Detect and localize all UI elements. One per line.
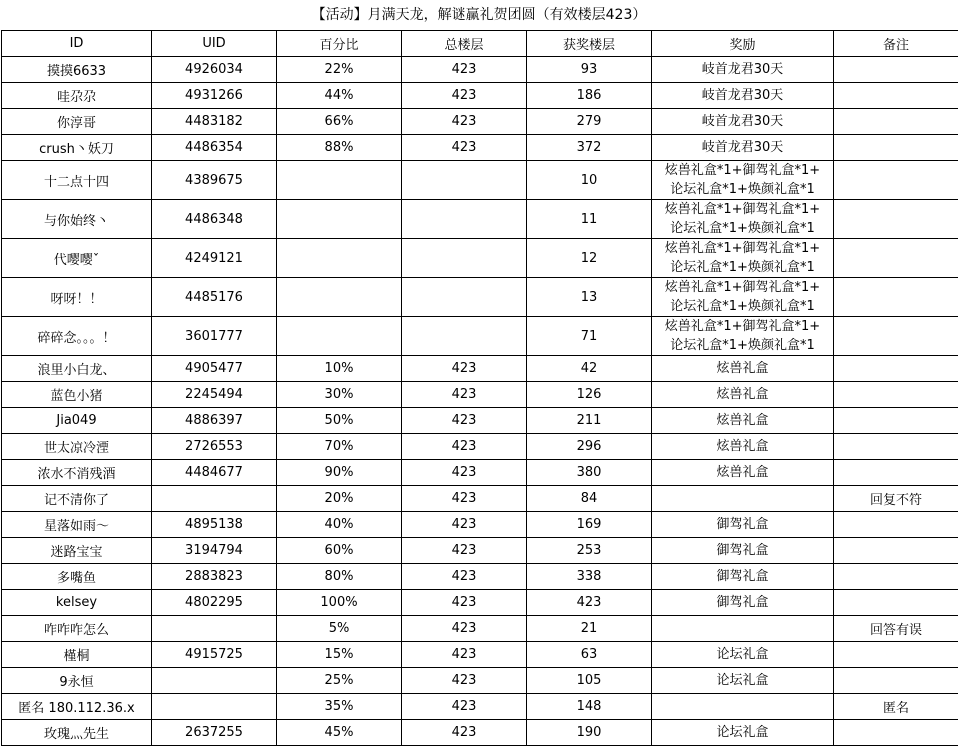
cell-percent: 10% [277,356,402,382]
cell-uid: 4895138 [152,512,277,538]
table-row [2,239,958,278]
cell-total-floor: 423 [402,616,527,642]
table-row [2,538,958,564]
cell-percent: 60% [277,538,402,564]
cell-reward [652,408,834,434]
reward-line: 论坛礼盒*1+焕颜礼盒*1 [670,182,815,197]
cell-note: 回答有误 [834,616,958,642]
cell-id: 十二点十四 [2,161,152,200]
column-header-id: ID [2,31,152,57]
cell-note [834,200,958,239]
cell-note [834,408,958,434]
cell-percent: 20% [277,486,402,512]
cell-reward [652,317,834,356]
cell-win-floor: 12 [527,239,652,278]
cell-percent: 88% [277,135,402,161]
cell-note [834,720,958,746]
reward-line: 炫兽礼盒 [716,465,769,480]
cell-note [834,642,958,668]
cell-reward [652,616,834,642]
cell-uid: 2245494 [152,382,277,408]
cell-win-floor: 84 [527,486,652,512]
cell-uid [152,694,277,720]
cell-percent: 44% [277,83,402,109]
table-row [2,616,958,642]
reward-line: 炫兽礼盒 [716,361,769,376]
reward-line: 炫兽礼盒 [716,439,769,454]
cell-reward [652,590,834,616]
cell-win-floor: 10 [527,161,652,200]
column-header-win-floor: 获奖楼层 [527,31,652,57]
reward-line: 论坛礼盒 [716,725,769,740]
cell-note [834,382,958,408]
cell-reward [652,486,834,512]
cell-percent [277,239,402,278]
table-row [2,564,958,590]
cell-total-floor: 423 [402,408,527,434]
cell-win-floor: 190 [527,720,652,746]
reward-line: 论坛礼盒 [716,647,769,662]
reward-line: 岐首龙君30天 [701,140,784,155]
table-row [2,317,958,356]
cell-win-floor: 186 [527,83,652,109]
cell-uid: 4915725 [152,642,277,668]
cell-uid: 4886397 [152,408,277,434]
table-row [2,109,958,135]
cell-uid [152,486,277,512]
cell-id: 你淳哥 [2,109,152,135]
cell-win-floor: 11 [527,200,652,239]
cell-note [834,590,958,616]
reward-line: 炫兽礼盒*1+御驾礼盒*1+ [664,202,821,217]
header-row [2,31,958,57]
reward-line: 御驾礼盒 [716,595,769,610]
cell-win-floor: 126 [527,382,652,408]
cell-win-floor: 169 [527,512,652,538]
cell-percent [277,161,402,200]
cell-note: 匿名 [834,694,958,720]
cell-note [834,512,958,538]
cell-percent: 35% [277,694,402,720]
table-row [2,434,958,460]
table-row [2,57,958,83]
cell-win-floor: 105 [527,668,652,694]
table-row [2,720,958,746]
cell-reward [652,382,834,408]
cell-total-floor: 423 [402,460,527,486]
table-row [2,83,958,109]
cell-win-floor: 42 [527,356,652,382]
cell-reward [652,135,834,161]
cell-reward [652,356,834,382]
cell-reward [652,83,834,109]
cell-note [834,317,958,356]
cell-percent: 50% [277,408,402,434]
cell-total-floor: 423 [402,564,527,590]
cell-percent: 70% [277,434,402,460]
cell-reward [652,694,834,720]
cell-note [834,668,958,694]
cell-id: 蓝色小猪 [2,382,152,408]
reward-line: 炫兽礼盒 [716,387,769,402]
cell-win-floor: 13 [527,278,652,317]
cell-win-floor: 71 [527,317,652,356]
cell-total-floor: 423 [402,109,527,135]
cell-note [834,57,958,83]
cell-id: 星落如雨～ [2,512,152,538]
reward-line: 炫兽礼盒*1+御驾礼盒*1+ [664,280,821,295]
cell-total-floor [402,161,527,200]
cell-id: 浪里小白龙、 [2,356,152,382]
cell-id: 摸摸6633 [2,57,152,83]
reward-line: 御驾礼盒 [716,543,769,558]
reward-line: 御驾礼盒 [716,569,769,584]
cell-reward [652,239,834,278]
cell-percent [277,278,402,317]
cell-percent: 90% [277,460,402,486]
reward-line: 炫兽礼盒*1+御驾礼盒*1+ [664,241,821,256]
winners-table [1,30,958,746]
column-header-reward: 奖励 [652,31,834,57]
cell-reward [652,109,834,135]
cell-percent: 30% [277,382,402,408]
cell-total-floor: 423 [402,590,527,616]
table-row [2,161,958,200]
column-header-total-floor: 总楼层 [402,31,527,57]
cell-reward [652,668,834,694]
cell-win-floor: 279 [527,109,652,135]
cell-total-floor: 423 [402,720,527,746]
cell-total-floor: 423 [402,356,527,382]
cell-note [834,538,958,564]
cell-id: 代嘤嘤ˇ [2,239,152,278]
cell-reward [652,278,834,317]
cell-total-floor: 423 [402,694,527,720]
cell-total-floor: 423 [402,512,527,538]
table-row [2,200,958,239]
table-row [2,382,958,408]
cell-uid: 4249121 [152,239,277,278]
cell-total-floor: 423 [402,642,527,668]
reward-line: 岐首龙君30天 [701,88,784,103]
cell-reward [652,512,834,538]
table-row [2,642,958,668]
cell-win-floor: 380 [527,460,652,486]
reward-line: 岐首龙君30天 [701,114,784,129]
cell-id: 咋咋咋怎么 [2,616,152,642]
cell-note [834,239,958,278]
cell-total-floor [402,200,527,239]
table-row [2,590,958,616]
cell-total-floor: 423 [402,135,527,161]
reward-line: 论坛礼盒*1+焕颜礼盒*1 [670,299,815,314]
reward-line: 论坛礼盒*1+焕颜礼盒*1 [670,221,815,236]
cell-reward [652,720,834,746]
cell-id: 匿名 180.112.36.x [2,694,152,720]
cell-total-floor [402,317,527,356]
table-row [2,460,958,486]
cell-win-floor: 423 [527,590,652,616]
cell-total-floor: 423 [402,668,527,694]
table-row [2,135,958,161]
cell-percent [277,200,402,239]
reward-line: 论坛礼盒*1+焕颜礼盒*1 [670,338,815,353]
cell-win-floor: 296 [527,434,652,460]
cell-total-floor [402,278,527,317]
cell-uid: 2883823 [152,564,277,590]
cell-reward [652,57,834,83]
cell-id: 浓水不消残酒 [2,460,152,486]
cell-percent: 15% [277,642,402,668]
cell-id: 记不清你了 [2,486,152,512]
cell-uid: 4389675 [152,161,277,200]
table-row [2,356,958,382]
cell-uid: 4485176 [152,278,277,317]
cell-total-floor: 423 [402,382,527,408]
cell-note [834,83,958,109]
cell-uid: 4486354 [152,135,277,161]
cell-percent: 22% [277,57,402,83]
cell-win-floor: 211 [527,408,652,434]
cell-reward [652,642,834,668]
cell-note [834,135,958,161]
cell-id: 迷路宝宝 [2,538,152,564]
cell-total-floor: 423 [402,57,527,83]
cell-percent [277,317,402,356]
cell-id: Jia049 [2,408,152,434]
cell-uid: 4486348 [152,200,277,239]
cell-id: 玫瑰灬先生 [2,720,152,746]
cell-uid: 3194794 [152,538,277,564]
reward-line: 炫兽礼盒*1+御驾礼盒*1+ [664,163,821,178]
cell-total-floor [402,239,527,278]
cell-note: 回复不符 [834,486,958,512]
reward-line: 论坛礼盒 [716,673,769,688]
cell-note [834,460,958,486]
cell-uid: 4926034 [152,57,277,83]
cell-id: 碎碎念。。。！ [2,317,152,356]
cell-percent: 40% [277,512,402,538]
cell-percent: 45% [277,720,402,746]
cell-id: 槿桐 [2,642,152,668]
column-header-percent: 百分比 [277,31,402,57]
reward-line: 论坛礼盒*1+焕颜礼盒*1 [670,260,815,275]
cell-percent: 66% [277,109,402,135]
cell-total-floor: 423 [402,434,527,460]
cell-total-floor: 423 [402,486,527,512]
cell-id: 呀呀！！ [2,278,152,317]
cell-uid: 4484677 [152,460,277,486]
table-row [2,486,958,512]
column-header-note: 备注 [834,31,958,57]
cell-reward [652,434,834,460]
cell-id: 世太凉冷湮 [2,434,152,460]
cell-uid [152,616,277,642]
cell-uid [152,668,277,694]
cell-win-floor: 253 [527,538,652,564]
table-row [2,694,958,720]
cell-note [834,278,958,317]
table-row [2,668,958,694]
cell-win-floor: 372 [527,135,652,161]
cell-reward [652,538,834,564]
cell-uid: 3601777 [152,317,277,356]
cell-reward [652,161,834,200]
cell-id: 与你始终丶 [2,200,152,239]
reward-line: 炫兽礼盒 [716,413,769,428]
cell-id: crush丶妖刀 [2,135,152,161]
cell-percent: 5% [277,616,402,642]
reward-line: 岐首龙君30天 [701,62,784,77]
cell-id: kelsey [2,590,152,616]
cell-reward [652,564,834,590]
cell-uid: 2637255 [152,720,277,746]
cell-note [834,109,958,135]
cell-percent: 100% [277,590,402,616]
cell-note [834,434,958,460]
cell-reward [652,200,834,239]
cell-uid: 2726553 [152,434,277,460]
cell-win-floor: 93 [527,57,652,83]
column-header-uid: UID [152,31,277,57]
page-title: 【活动】月满天龙，解谜赢礼贺团圆（有效楼层423） [311,7,647,23]
cell-total-floor: 423 [402,538,527,564]
cell-percent: 25% [277,668,402,694]
cell-win-floor: 21 [527,616,652,642]
cell-note [834,356,958,382]
cell-percent: 80% [277,564,402,590]
cell-note [834,564,958,590]
cell-reward [652,460,834,486]
cell-uid: 4483182 [152,109,277,135]
cell-win-floor: 148 [527,694,652,720]
cell-note [834,161,958,200]
cell-win-floor: 63 [527,642,652,668]
cell-id: 9永恒 [2,668,152,694]
cell-id: 多嘴鱼 [2,564,152,590]
cell-uid: 4802295 [152,590,277,616]
reward-line: 炫兽礼盒*1+御驾礼盒*1+ [664,319,821,334]
cell-id: 哇尕尕 [2,83,152,109]
table-row [2,408,958,434]
table-row [2,278,958,317]
cell-uid: 4931266 [152,83,277,109]
cell-total-floor: 423 [402,83,527,109]
cell-uid: 4905477 [152,356,277,382]
reward-line: 御驾礼盒 [716,517,769,532]
cell-win-floor: 338 [527,564,652,590]
table-row [2,512,958,538]
